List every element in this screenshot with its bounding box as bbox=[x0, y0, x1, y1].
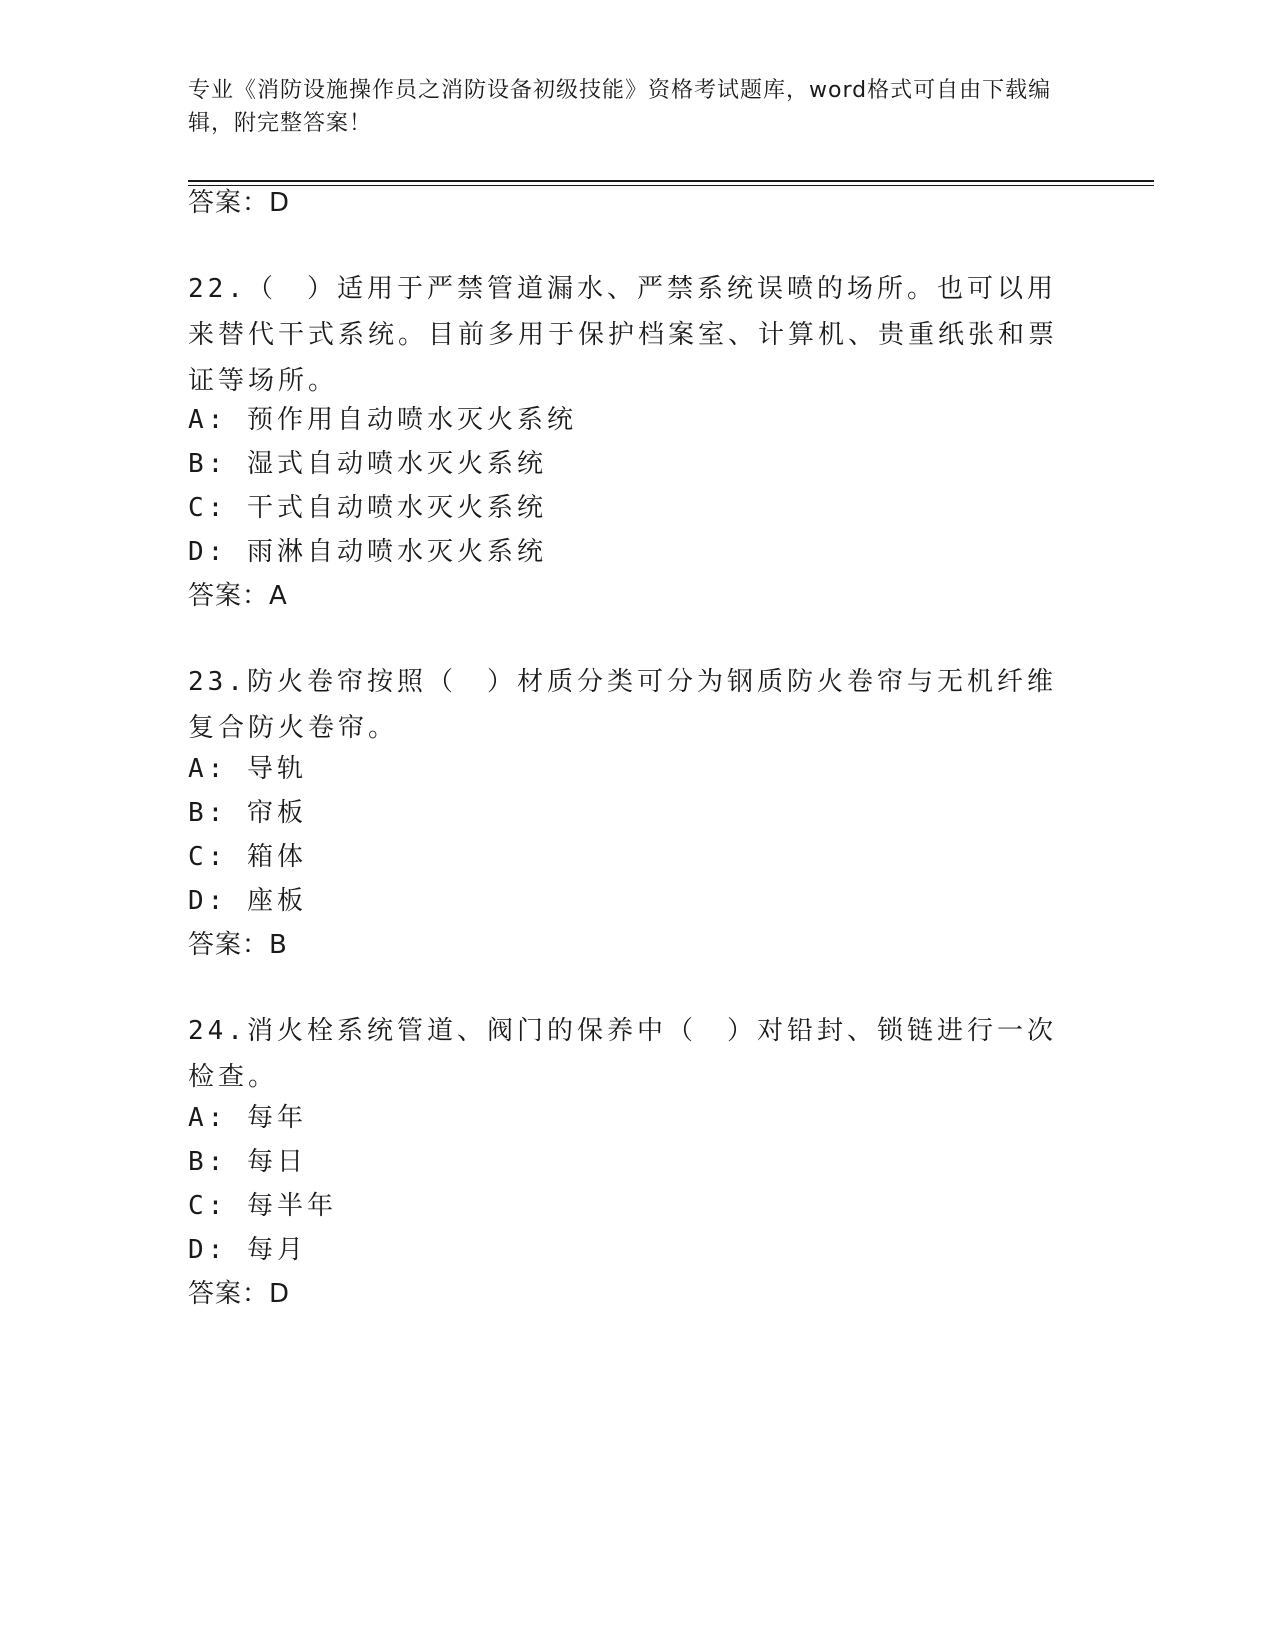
document-header: 专业《消防设施操作员之消防设备初级技能》资格考试题库，word格式可自由下载编辑，附完整答案！ bbox=[188, 78, 1052, 136]
question-24-option-b: B: 每日 bbox=[188, 1147, 307, 1177]
question-23-option-a: A: 导轨 bbox=[188, 754, 307, 784]
question-22-option-c: C: 干式自动喷水灭火系统 bbox=[188, 493, 547, 523]
header-divider-thin bbox=[188, 185, 1154, 186]
header-divider-thick bbox=[188, 180, 1154, 182]
question-24-answer: 答案：D bbox=[188, 1279, 291, 1309]
question-24-stem: 24.消火栓系统管道、阀门的保养中（ ）对铅封、锁链进行一次检查。 bbox=[188, 1016, 1057, 1092]
answer-previous: 答案：D bbox=[188, 188, 291, 218]
question-22-option-d: D: 雨淋自动喷水灭火系统 bbox=[188, 537, 547, 567]
question-24-option-a: A: 每年 bbox=[188, 1103, 307, 1133]
question-23-option-c: C: 箱体 bbox=[188, 842, 307, 872]
question-22-stem: 22.（ ）适用于严禁管道漏水、严禁系统误喷的场所。也可以用来替代干式系统。目前多用于保护档案室、计算机、贵重纸张和票证等场所。 bbox=[188, 274, 1059, 396]
question-23-option-b: B: 帘板 bbox=[188, 798, 307, 828]
question-23-stem: 23.防火卷帘按照（ ）材质分类可分为钢质防火卷帘与无机纤维复合防火卷帘。 bbox=[188, 667, 1057, 743]
question-24-option-d: D: 每月 bbox=[188, 1235, 307, 1265]
question-23-answer: 答案：B bbox=[188, 930, 288, 960]
question-22-answer: 答案：A bbox=[188, 581, 288, 611]
question-23-option-d: D: 座板 bbox=[188, 886, 307, 916]
question-22-option-b: B: 湿式自动喷水灭火系统 bbox=[188, 449, 547, 479]
question-22-option-a: A: 预作用自动喷水灭火系统 bbox=[188, 405, 577, 435]
question-24-option-c: C: 每半年 bbox=[188, 1191, 337, 1221]
